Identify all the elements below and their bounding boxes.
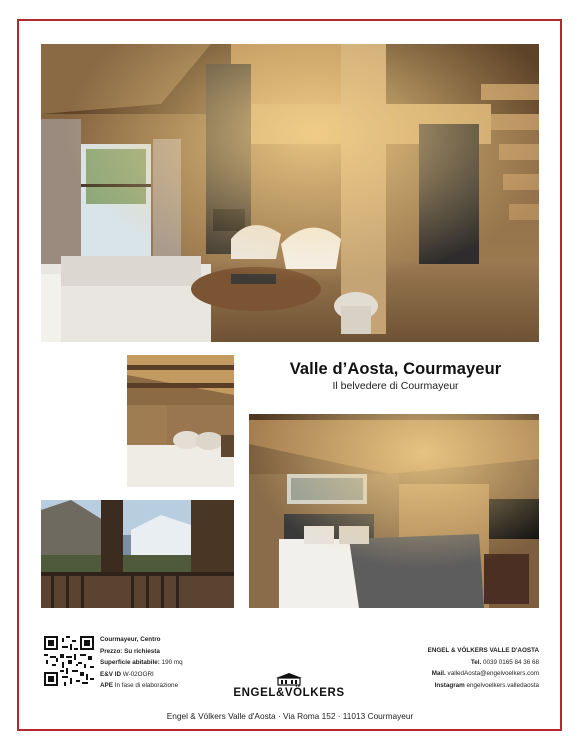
ape-value: In fase di elaborazione [114,682,179,689]
listing-id: W-02OGRI [122,670,154,678]
listing-title: Valle d’Aosta, Courmayeur [289,360,502,378]
area-value: 190 mq [161,659,183,666]
balcony-mountain-photo [41,500,234,608]
listing-heading [252,360,539,392]
property-details: Courmayeur, Centro Prezzo: Su richiesta Superficie abitabile: 190 mq E&V ID W-02OGRI APE In fase di elaborazione [100,636,183,689]
agency-name: ENGEL & VÖLKERS VALLE D'AOSTA [427,647,539,654]
price-value: Su richiesta [124,647,160,655]
house-logo-icon [274,672,304,686]
agency-contact: ENGEL & VÖLKERS VALLE D'AOSTA Tel. 0039 0165 84 36 68 Mail. valledAosta@engelvoelkers.com Instagram engelvoelkers.valledaosta [427,647,539,689]
brand-name: ENGEL&VÖLKERS [233,687,345,699]
instagram-link[interactable]: engelvoelkers.valledaosta [466,681,539,689]
email-link[interactable]: valledAosta@engelvoelkers.com [447,670,539,677]
location-text: Courmayeur, Centro [100,636,161,643]
qr-code-icon[interactable] [44,636,94,686]
phone-link[interactable]: 0039 0165 84 36 68 [482,658,539,666]
listing-subtitle: Il belvedere di Courmayeur [332,380,459,392]
footer-address: Engel & Völkers Valle d'Aosta · Via Roma 152 · 11013 Courmayeur [166,711,414,721]
master-bedroom-photo [249,414,539,608]
living-room-photo [41,44,539,342]
brand-logo [228,672,350,699]
attic-bedroom-photo [127,355,234,487]
